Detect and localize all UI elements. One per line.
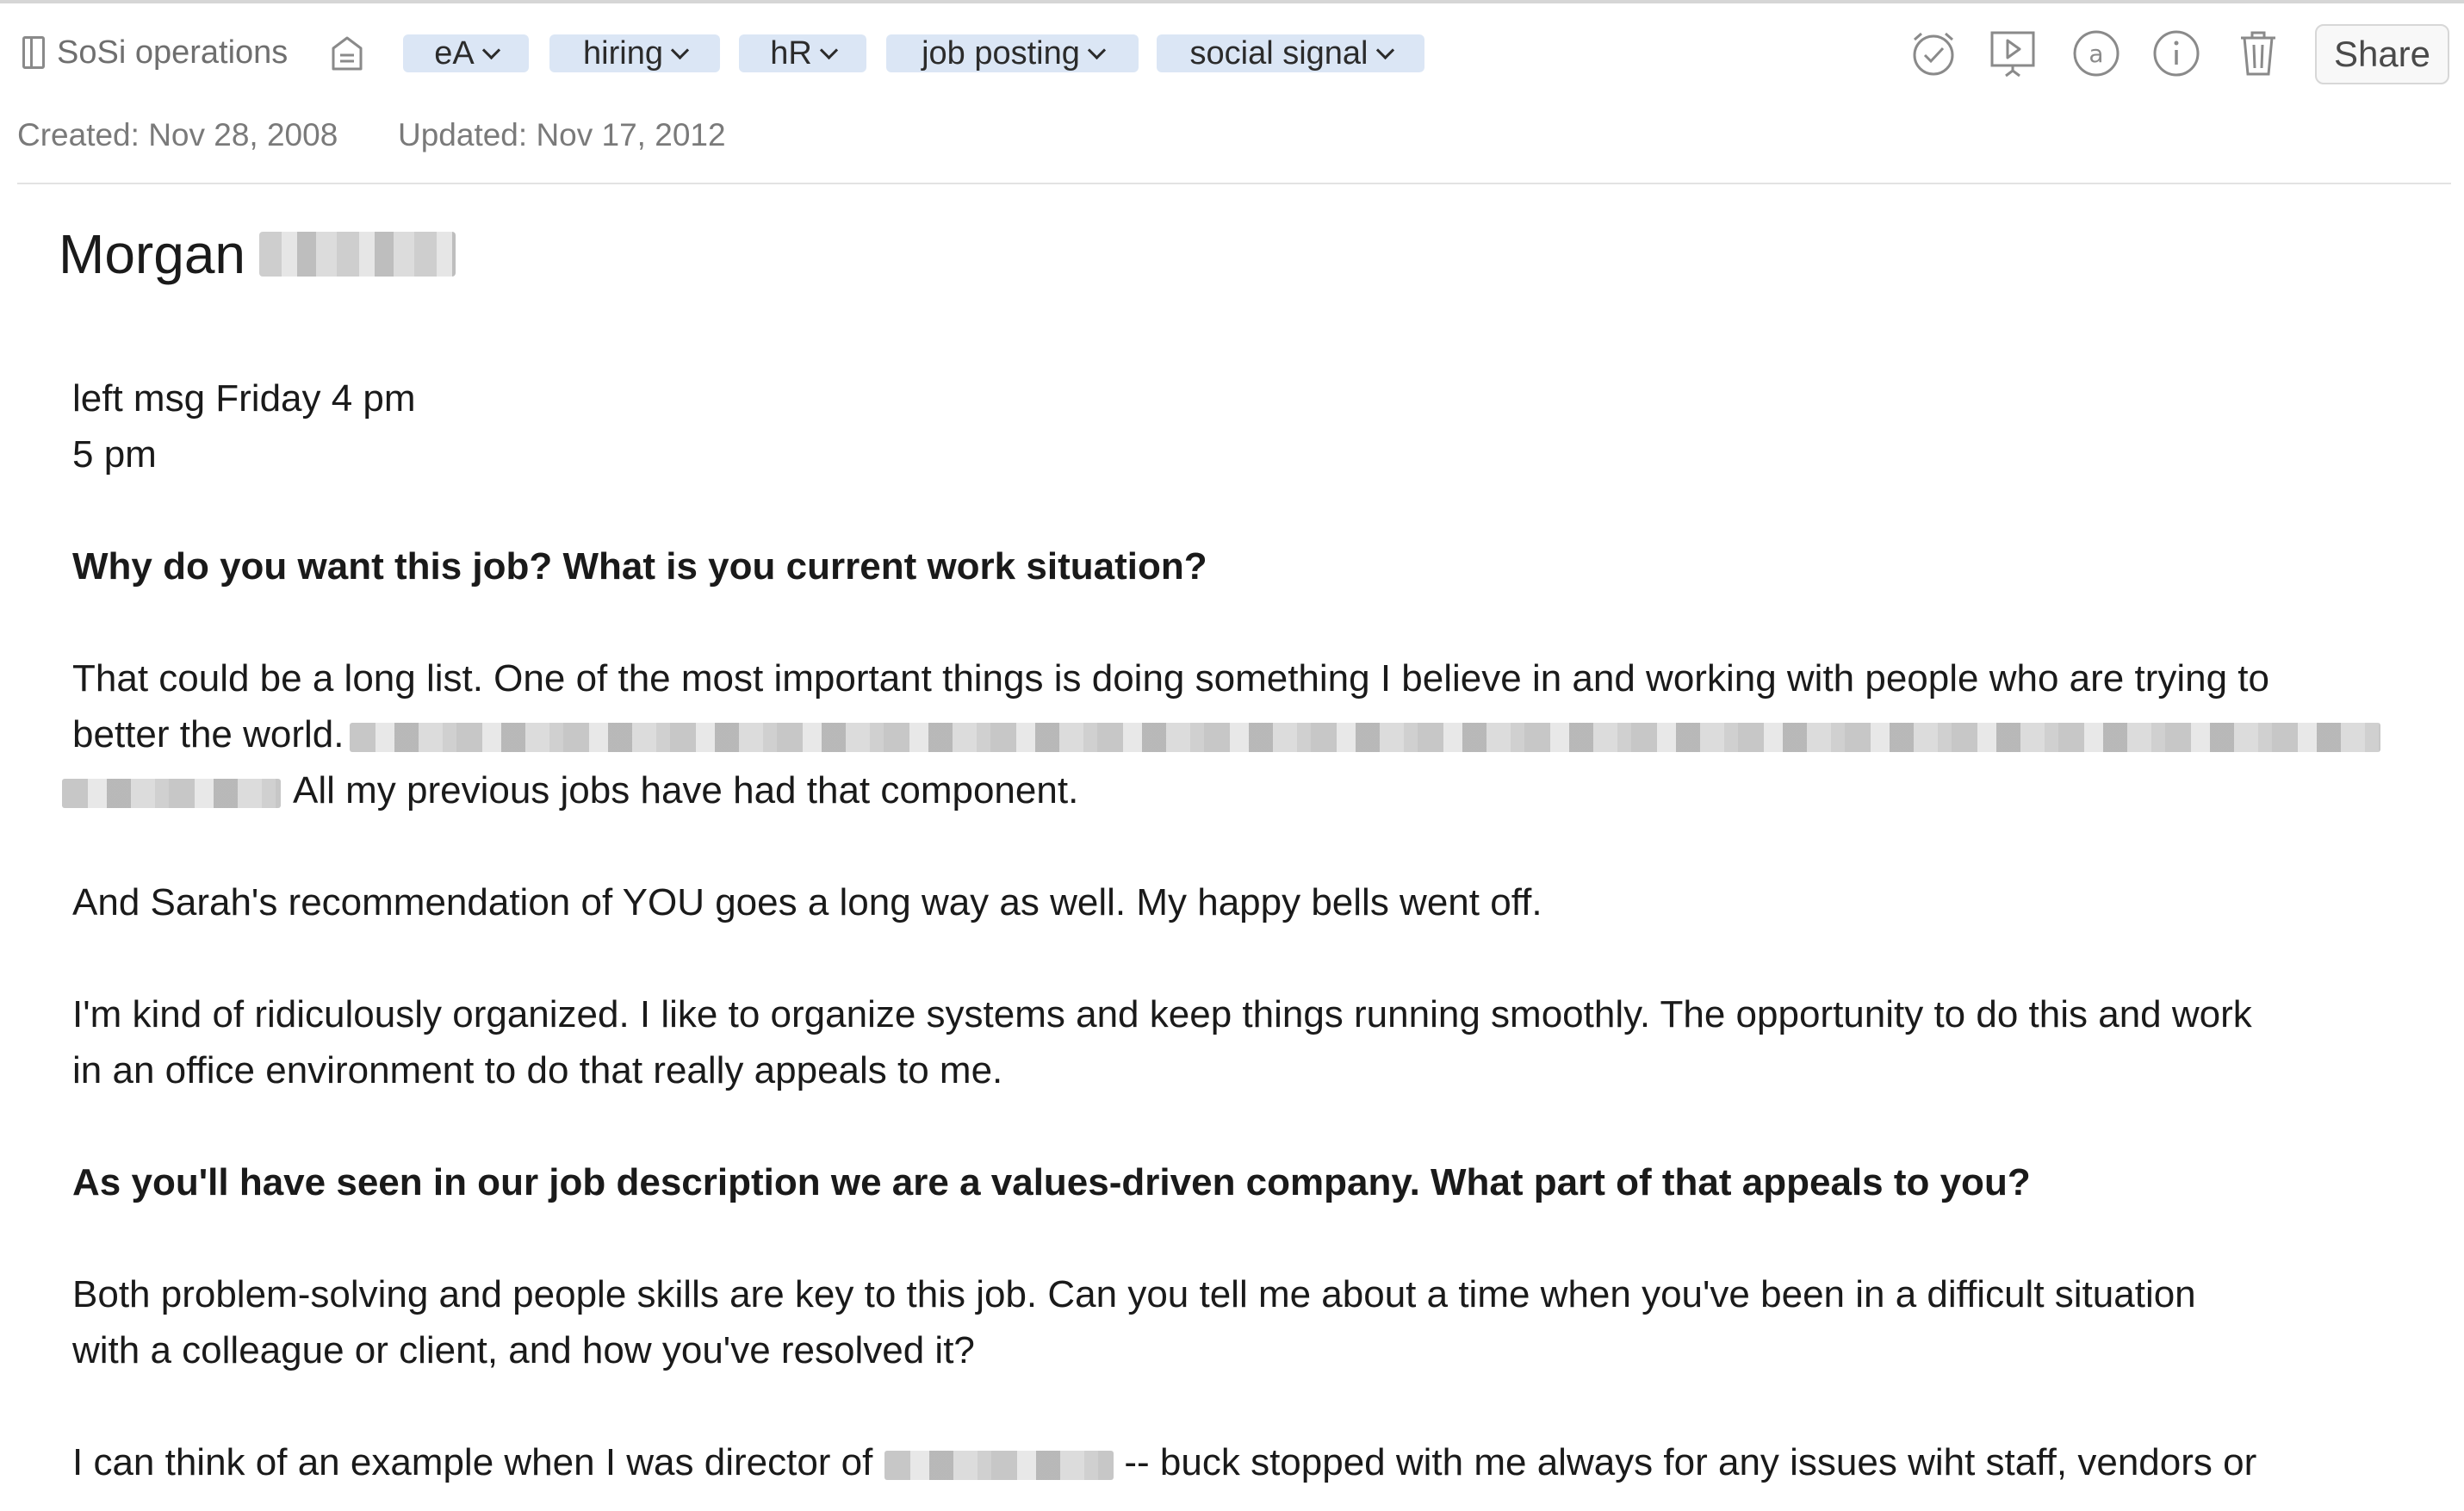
shared-notebook-icon[interactable] [330,34,364,72]
notebook-selector[interactable] [22,31,288,74]
share-button[interactable]: Share [2315,24,2449,84]
redacted-text [350,723,2380,752]
present-icon[interactable] [1987,28,2039,79]
note-line: And Sarah's recommendation of YOU goes a long way as well. My happy bells went off. [72,881,1542,923]
svg-text:a: a [2089,40,2104,68]
note-line: left msg Friday 4 pm [72,377,416,420]
note-line: in an office environment to do that really appeals to me. [72,1049,1003,1091]
info-icon[interactable] [2151,28,2202,79]
tag-hiring[interactable] [549,34,720,72]
redacted-text [62,779,281,808]
redacted-surname [259,232,456,277]
notebook-icon [22,36,45,69]
trash-icon[interactable] [2232,28,2284,79]
chevron-down-icon [1088,40,1106,59]
note-title-text: Morgan [59,223,245,285]
note-toolbar [0,3,2464,96]
tag-label: job posting [922,34,1080,72]
tag-label: hiring [583,34,663,72]
tag-hr[interactable] [739,34,866,72]
note-line-with-redaction [72,762,2398,818]
note-line: That could be a long list. One of the most important things is doing something I believe in and working with people who are trying to [72,657,2269,700]
note-line: I'm kind of ridiculously organized. I like to organize systems and keep things running smoothly. The opportunity to do this and work [72,993,2252,1035]
note-line-with-redaction [72,706,2398,762]
chevron-down-icon [671,40,689,59]
chevron-down-icon [1375,40,1393,59]
tag-label: hR [770,34,812,72]
note-text: All my previous jobs have had that component. [293,769,1079,811]
tag-ea[interactable] [403,34,529,72]
chevron-down-icon [482,40,500,59]
tag-social-signal[interactable] [1157,34,1424,72]
note-line: 5 pm [72,433,157,476]
note-body[interactable] [72,370,2398,1490]
note-text: better the world. [72,713,344,756]
note-text: I can think of an example when I was director of [72,1441,873,1483]
redacted-text [884,1451,1114,1480]
note-text: -- buck stopped with me always for any issues wiht staff, vendors or [1124,1441,2257,1483]
updated-date: Updated: Nov 17, 2012 [398,117,726,152]
note-line-with-redaction [72,1434,2398,1490]
note-line: with a colleague or client, and how you've resolved it? [72,1329,975,1371]
interview-question: Why do you want this job? What is you current work situation? [72,545,1207,588]
note-title[interactable] [59,222,456,286]
interview-question: As you'll have seen in our job description we are a values-driven company. What part of that appeals to you? [72,1161,2031,1203]
created-date: Created: Nov 28, 2008 [17,117,338,152]
mention-icon[interactable] [2070,28,2122,79]
tag-job-posting[interactable] [886,34,1139,72]
notebook-name: SoSi operations [57,34,289,71]
tag-label: social signal [1189,34,1369,72]
header-divider [17,183,2451,184]
reminder-icon[interactable] [1908,28,1959,79]
tag-label: eA [434,34,475,72]
note-line: Both problem-solving and people skills are key to this job. Can you tell me about a time when you've been in a difficult situation [72,1273,2196,1315]
chevron-down-icon [820,40,838,59]
